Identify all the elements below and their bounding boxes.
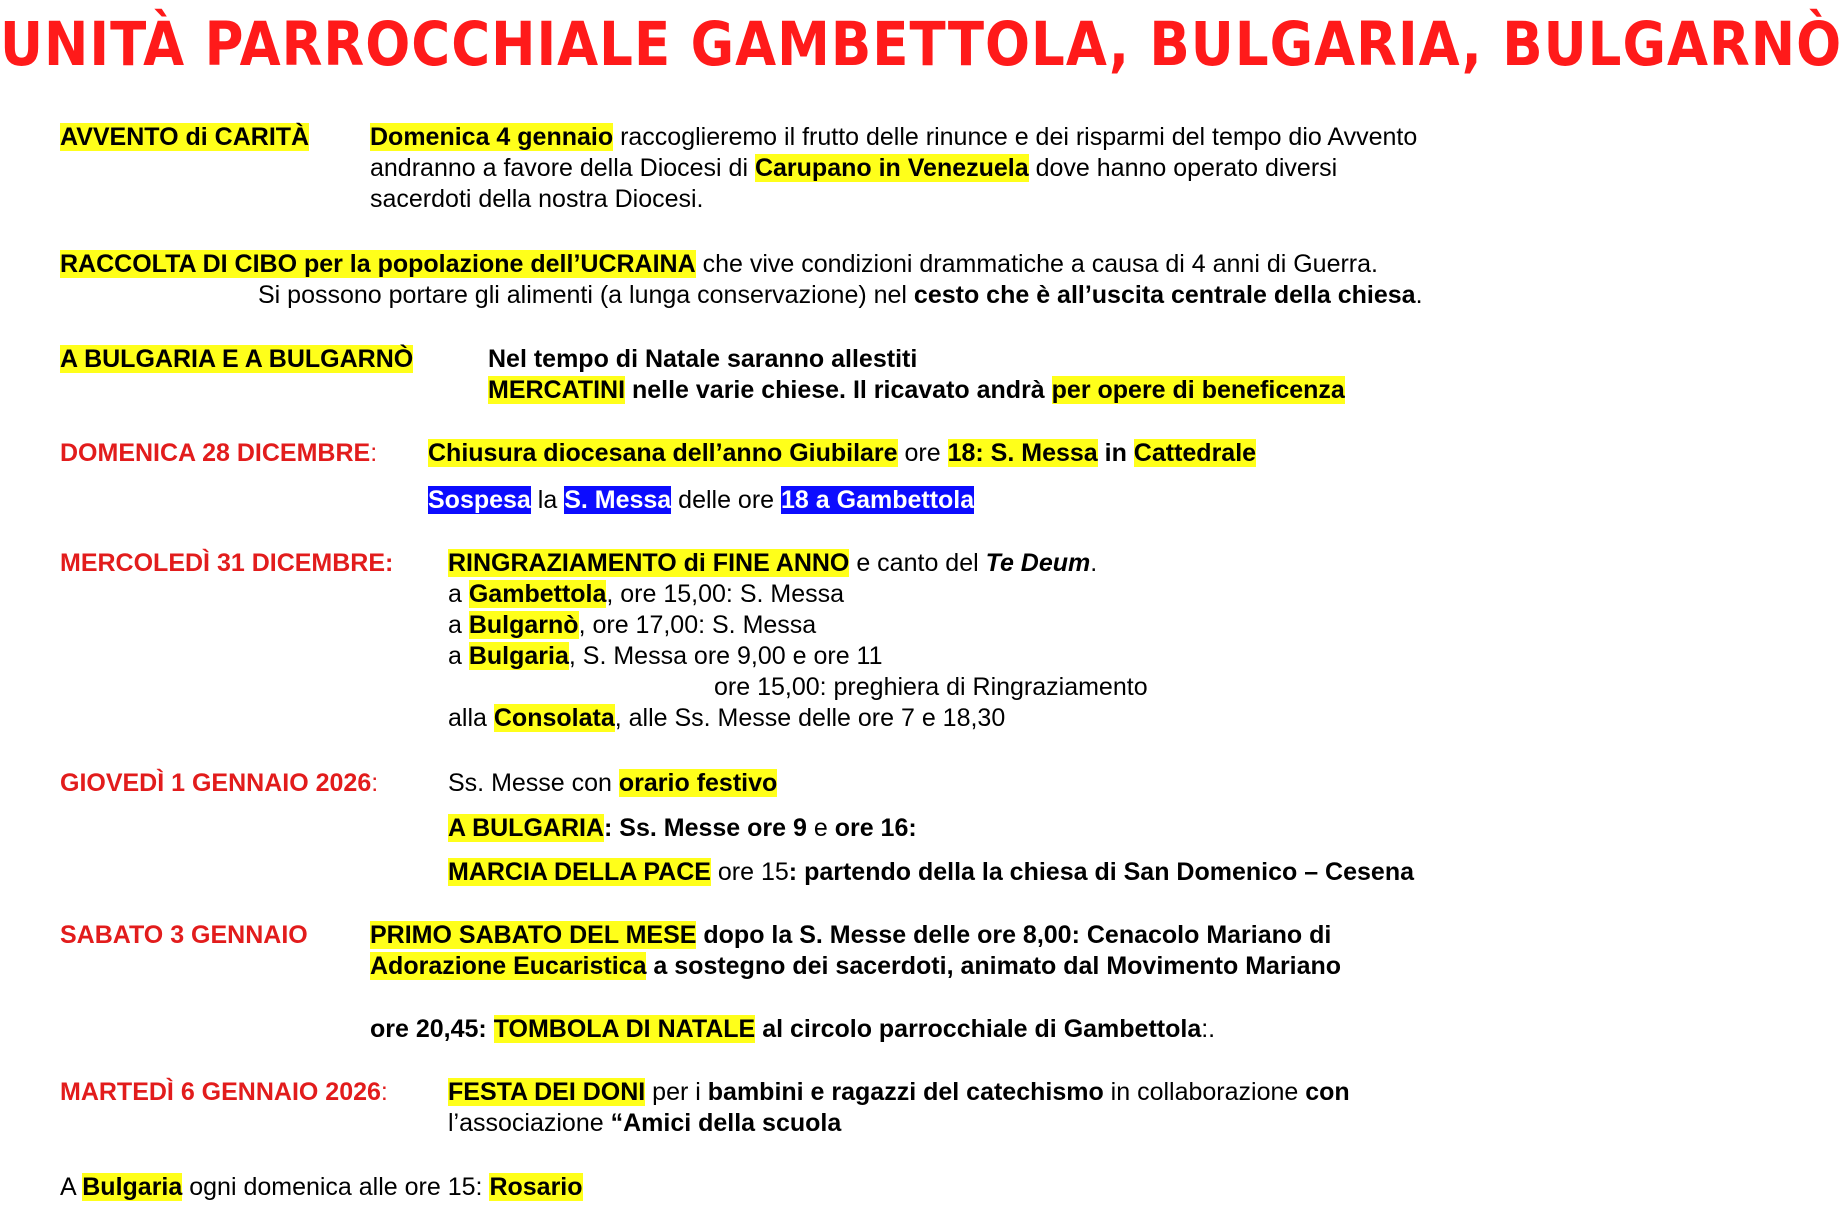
giov1-line1: Ss. Messe con orario festivo [448,769,778,797]
mercatini-text: Nel tempo di Natale saranno allestiti MERCATINI nelle varie chiese. Il ricavato andrà per opere di beneficenza [488,345,1345,404]
sab3-tombola: ore 20,45: TOMBOLA DI NATALE al circolo parrocchiale di Gambettola:. [370,1015,1216,1043]
merc31-label: MERCOLEDÌ 31 DICEMBRE: [60,549,394,577]
avvento-text: Domenica 4 gennaio raccoglieremo il frutto delle rinunce e dei risparmi del tempo dio Avvento andranno a favore della Diocesi di Carupano in Venezuela dove hanno operato diversi sacerdoti della nostra Diocesi. [370,123,1418,213]
dom28-line1: Chiusura diocesana dell’anno Giubilare ore 18: S. Messa in Cattedrale [428,439,1257,467]
avvento-label: AVVENTO di CARITÀ [60,123,310,151]
raccolta-line1: RACCOLTA DI CIBO per la popolazione dell’UCRAINA che vive condizioni drammatiche a causa di 4 anni di Guerra. [60,250,1378,278]
rosario-line: A Bulgaria ogni domenica alle ore 15: Rosario [60,1173,583,1201]
sab3-label: SABATO 3 GENNAIO [60,921,308,949]
giov1-line3: MARCIA DELLA PACE ore 15: partendo della la chiesa di San Domenico – Cesena [448,858,1414,886]
page-title: UNITÀ PARROCCHIALE GAMBETTOLA, BULGARIA, BULGARNÒ [0,10,1842,81]
sab3-text: PRIMO SABATO DEL MESE dopo la S. Messe delle ore 8,00: Cenacolo Mariano di Adorazione Eucaristica a sostegno dei sacerdoti, animato dal Movimento Mariano [370,921,1342,980]
merc31-text: RINGRAZIAMENTO di FINE ANNO e canto del Te Deum. a Gambettola, ore 15,00: S. Messa a Bulgarnò, ore 17,00: S. Messa a Bulgaria, S. Messa ore 9,00 e ore 11 ore 15,00: preghiera di Ringraziamento alla Consolata, alle Ss. Messe delle ore 7 e 18,30 [448,549,1148,732]
mart6-text: FESTA DEI DONI per i bambini e ragazzi del catechismo in collaborazione con l’associazione “Amici della scuola [448,1078,1350,1137]
giov1-line2: A BULGARIA: Ss. Messe ore 9 e ore 16: [448,814,917,842]
raccolta-line2: Si possono portare gli alimenti (a lunga conservazione) nel cesto che è all’uscita centrale della chiesa. [258,281,1423,309]
mart6-label: MARTEDÌ 6 GENNAIO 2026: [60,1078,388,1106]
mercatini-label: A BULGARIA E A BULGARNÒ [60,345,414,373]
dom28-label: DOMENICA 28 DICEMBRE: [60,439,378,467]
dom28-line2: Sospesa la S. Messa delle ore 18 a Gambettola [428,486,975,514]
giov1-label: GIOVEDÌ 1 GENNAIO 2026: [60,769,379,797]
